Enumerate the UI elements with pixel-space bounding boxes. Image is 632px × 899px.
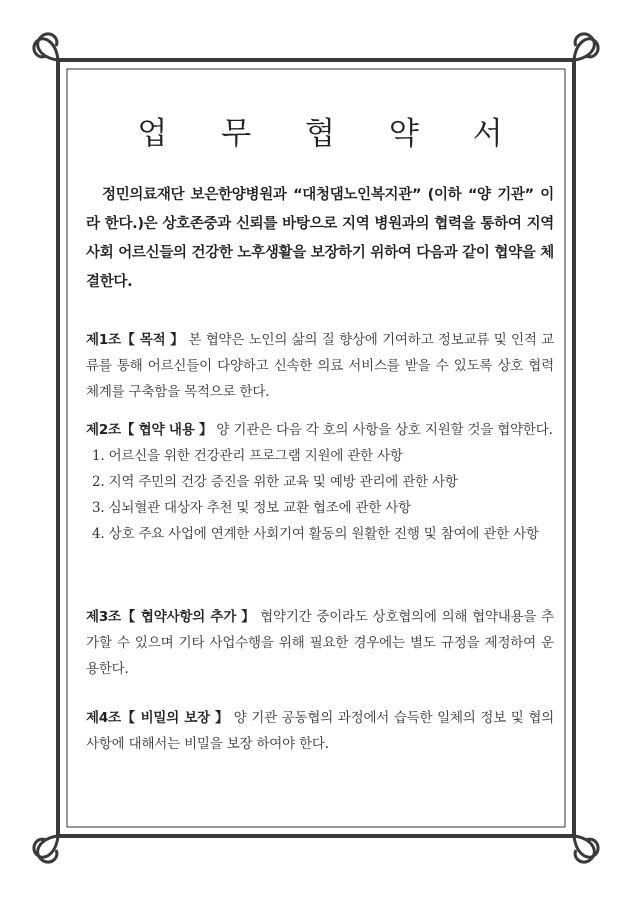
corner-ornament-top-left	[34, 34, 58, 60]
list-item: 1. 어르신을 위한 건강관리 프로그램 지원에 관한 사항	[92, 448, 403, 464]
document-title: 업 무 협 약 서	[137, 116, 525, 152]
article-4	[86, 705, 554, 757]
article-1	[86, 327, 554, 405]
corner-ornament-top-right	[574, 34, 598, 60]
list-item: 2. 지역 주민의 건강 증진을 위한 교육 및 예방 관리에 관한 사항	[92, 474, 458, 490]
article-item-list	[86, 443, 554, 547]
article-heading: 제1조【 목적 】	[86, 332, 184, 348]
article-body: 본 협약은 노인의 삶의 질 향상에 기여하고 정보교류 및 인적 교류를 통해 어르신들이 다양하고 신속한 의료 서비스를 받을 수 있도록 상호 협력체계를 구축함을 목적으로 한다.	[86, 332, 554, 400]
list-item: 4. 상호 주요 사업에 연계한 사회기여 활동의 원활한 진행 및 참여에 관한 사항	[92, 526, 539, 542]
article-2	[86, 417, 554, 547]
article-body: 양 기관은 다음 각 호의 사항을 상호 지원할 것을 협약한다.	[212, 422, 553, 438]
article-heading: 제3조【 협약사항의 추가 】	[86, 609, 256, 625]
article-body: 양 기관 공동협의 과정에서 습득한 일체의 정보 및 협의 사항에 대해서는 비밀을 보장 하여야 한다.	[86, 710, 554, 752]
intro-paragraph: 정민의료재단 보은한양병원과 “대청댐노인복지관” (이하 “양 기관” 이라 한다.)은 상호존중과 신뢰를 바탕으로 지역 병원과의 협력을 통하여 지역사회 어르신들의 건강한 노후생활을 보장하기 위하여 다음과 같이 협약을 체결한다.	[86, 187, 554, 290]
list-item: 3. 심뇌혈관 대상자 추천 및 정보 교환 협조에 관한 사항	[92, 500, 411, 516]
article-heading: 제4조【 비밀의 보장 】	[86, 710, 229, 726]
corner-ornament-bottom-right	[574, 836, 598, 862]
article-heading: 제2조【 협약 내용 】	[86, 422, 213, 438]
corner-ornament-bottom-left	[34, 836, 58, 862]
article-body: 협약기간 중이라도 상호협의에 의해 협약내용을 추가할 수 있으며 기타 사업수행을 위해 필요한 경우에는 별도 규정을 제정하여 운용한다.	[86, 609, 554, 677]
article-3	[86, 604, 554, 682]
